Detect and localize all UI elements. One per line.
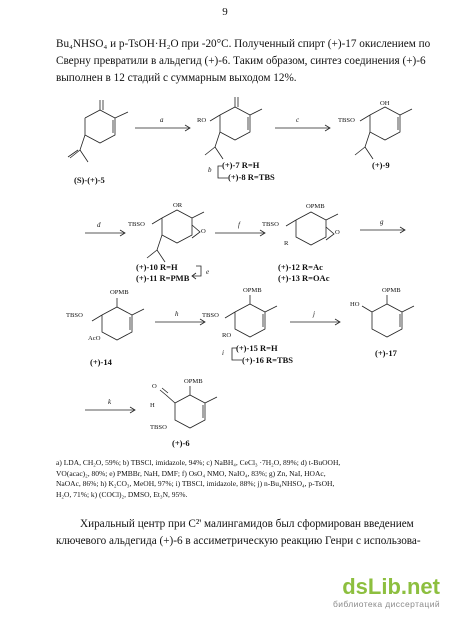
arrow-j [290,319,340,325]
group-epoxide-o-10: O [201,228,206,235]
outro-line-2: ключевого альдегида (+)-6 в ассиметрическую реакцию Генри с использова- [56,535,421,547]
outro-line-1: Хиральный центр при C²' малингамидов был сформирован введением [80,518,414,530]
group-or-10: OR [173,202,183,209]
conditions-footnote [56,458,416,500]
group-opmb-12: OPMB [306,203,325,210]
compound-5-label: (S)-(+)-5 [74,175,105,185]
structure-15-16 [225,295,277,337]
intro-line-1: Bu₄NHSO₄ и p-TsOH·H₂O при -20°C. Полученный спирт (+)-17 окислением по [56,38,431,50]
intro-line-3: выполнен в 12 стадий с суммарным выходом 12%. [56,72,297,84]
structure-7-8 [205,97,262,159]
compound-14-label: (+)-14 [90,357,112,367]
group-opmb-17: OPMB [382,287,401,294]
group-opmb-14: OPMB [110,289,129,296]
group-oh-9: OH [380,100,390,107]
step-c-label: c [296,116,300,124]
group-ro: RO [197,117,207,124]
compound-7-label: (+)-7 R=H [222,160,260,170]
structure-9 [355,107,412,159]
footnote-line-4: H₂O, 71%; k) (COCl)₂, DMSO, Et₃N, 95%. [56,489,188,499]
footnote-line-1: a) LDA, CH₂O, 59%; b) TBSCl, imidazole, 94%; c) NaBH₄, CeCl₃ ·7H₂O, 89%; d) t-BuOOH, [56,458,341,467]
step-i-label: i [222,349,224,357]
group-tbso-10: TBSO [128,221,145,228]
watermark-logo: dsLib.net [342,574,440,599]
compound-6-label: (+)-6 [172,438,190,448]
structure-12-13 [286,212,338,245]
structure-10-11 [147,210,204,262]
compound-17-label: (+)-17 [375,348,397,358]
group-aco-14: AcO [88,335,101,342]
compound-12-label: (+)-12 R=Ac [278,262,323,272]
arrow-c [275,125,330,131]
step-d-label: d [97,221,101,229]
group-epoxide-o-12: O [335,229,340,236]
group-opmb-15: OPMB [243,287,262,294]
compound-10-label: (+)-10 R=H [136,262,178,272]
structure-17 [362,295,414,337]
step-a-label: a [160,116,164,124]
group-tbso-12: TBSO [262,221,279,228]
compound-11-label: (+)-11 R=PMB [136,273,190,283]
footnote-line-2: VO(acac)₂, 80%; e) PMBBr, NaH, DMF; f) OsO₄ NMO, NaIO₄, 83%; g) Zn, NaI, HOAc, [56,468,326,478]
step-h-label: h [175,310,179,318]
compound-15-label: (+)-15 R=H [236,343,278,353]
step-k-label: k [108,398,112,406]
group-tbso-15: TBSO [202,312,219,319]
compound-13-label: (+)-13 R=OAc [278,273,330,283]
group-opmb-6: OPMB [184,378,203,385]
arrow-h [155,319,205,325]
group-r-12: R [284,240,289,247]
step-e-label: e [206,268,210,276]
arrow-k [85,407,135,413]
step-g-label: g [380,218,384,226]
footnote-line-3: NaOAc, 86%; h) K₂CO₃, MeOH, 97%; i) TBSCl, imidazole, 88%; j) n-Bu₄NHSO₄, p-TsOH, [56,479,335,488]
page-number: 9 [222,6,228,18]
group-o-6: O [152,383,157,390]
group-ho-17: HO [350,301,360,308]
group-tbso-14: TBSO [66,312,83,319]
step-j-label: j [313,310,315,318]
compound-16-label: (+)-16 R=TBS [242,355,294,365]
arrow-g [360,227,405,233]
arrow-a [135,125,190,131]
compound-8-label: (+)-8 R=TBS [228,172,275,182]
step-f-label: f [238,221,240,229]
group-tbso-9: TBSO [338,117,355,124]
site-watermark [310,574,440,614]
group-ro-15: RO [222,332,232,339]
outro-paragraph [56,516,421,550]
step-b-label: b [208,166,212,174]
group-tbso-6: TBSO [150,424,167,431]
structure-14 [92,298,144,340]
group-h-6: H [150,402,155,409]
structure-5 [68,100,128,162]
arrow-d [85,230,125,236]
compound-9-label: (+)-9 [372,160,390,170]
watermark-tagline: библиотека диссертаций [332,599,440,609]
arrow-f [215,230,265,236]
intro-line-2: Сверну превратили в альдегид (+)-6. Таким образом, синтез соединения (+)-6 [56,55,426,67]
structure-6 [160,386,217,428]
